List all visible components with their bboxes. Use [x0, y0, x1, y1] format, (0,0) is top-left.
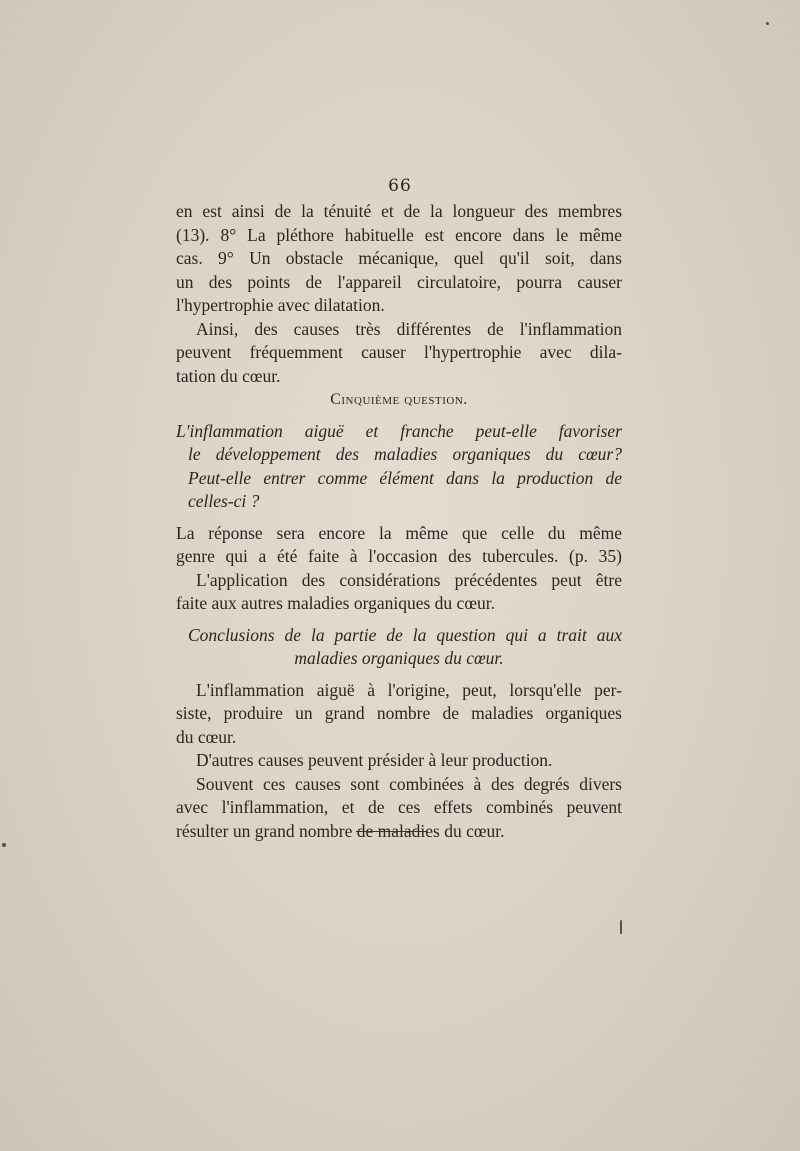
- question-line: Peut-elle entrer comme élément dans la production de: [188, 467, 622, 488]
- answer-line: L'application des considérations précédentes peut être: [196, 569, 622, 590]
- text-line: l'hypertrophie avec dilatation.: [176, 295, 385, 315]
- answer-line: genre qui a été faite à l'occasion des tubercules. (p. 35): [176, 546, 622, 566]
- section-heading: Cinquième question.: [330, 391, 468, 408]
- text-line: tation du cœur.: [176, 365, 281, 386]
- conclusion-line: siste, produire un grand nombre de maladies organiques: [176, 703, 622, 723]
- conclusion-heading-line: Conclusions de la partie de la question qui a trait aux: [188, 624, 622, 645]
- question-line: celles-ci ?: [188, 491, 260, 511]
- conclusion-line: avec l'inflammation, et de ces effets combinés peuvent: [176, 797, 622, 817]
- conclusion-line: du cœur.: [176, 726, 237, 747]
- text-line: (13). 8° La pléthore habituelle est encore dans le même: [176, 224, 622, 245]
- paper-speck: [2, 843, 6, 847]
- conclusion-line: Souvent ces causes sont combinées à des degrés divers: [196, 773, 622, 794]
- question-line: le développement des maladies organiques du cœur?: [188, 444, 622, 464]
- text-line: cas. 9° Un obstacle mécanique, quel qu'il soit, dans: [176, 248, 622, 268]
- text-line: Ainsi, des causes très différentes de l'inflammation: [196, 318, 622, 339]
- paper-speck: [620, 920, 622, 934]
- answer-line: La réponse sera encore la même que celle du même: [176, 522, 622, 543]
- conclusion-line: D'autres causes peuvent présider à leur production.: [196, 750, 553, 770]
- page-number: 66: [388, 176, 412, 196]
- conclusion-line: résulter un grand nombre de maladies du cœur.: [176, 820, 505, 841]
- section-divider: [356, 831, 426, 832]
- text-block: [176, 200, 622, 843]
- answer-line: faite aux autres maladies organiques du cœur.: [176, 593, 495, 613]
- text-line: peuvent fréquemment causer l'hypertrophie avec dila-: [176, 342, 622, 362]
- text-line: un des points de l'appareil circulatoire, pourra causer: [176, 271, 622, 292]
- paper-speck: [766, 22, 769, 25]
- conclusion-heading-line: maladies organiques du cœur.: [294, 648, 504, 668]
- question-line: L'inflammation aiguë et franche peut-elle favoriser: [176, 420, 622, 441]
- text-line: en est ainsi de la ténuité et de la longueur des membres: [176, 201, 622, 221]
- conclusion-line: L'inflammation aiguë à l'origine, peut, lorsqu'elle per-: [196, 679, 622, 700]
